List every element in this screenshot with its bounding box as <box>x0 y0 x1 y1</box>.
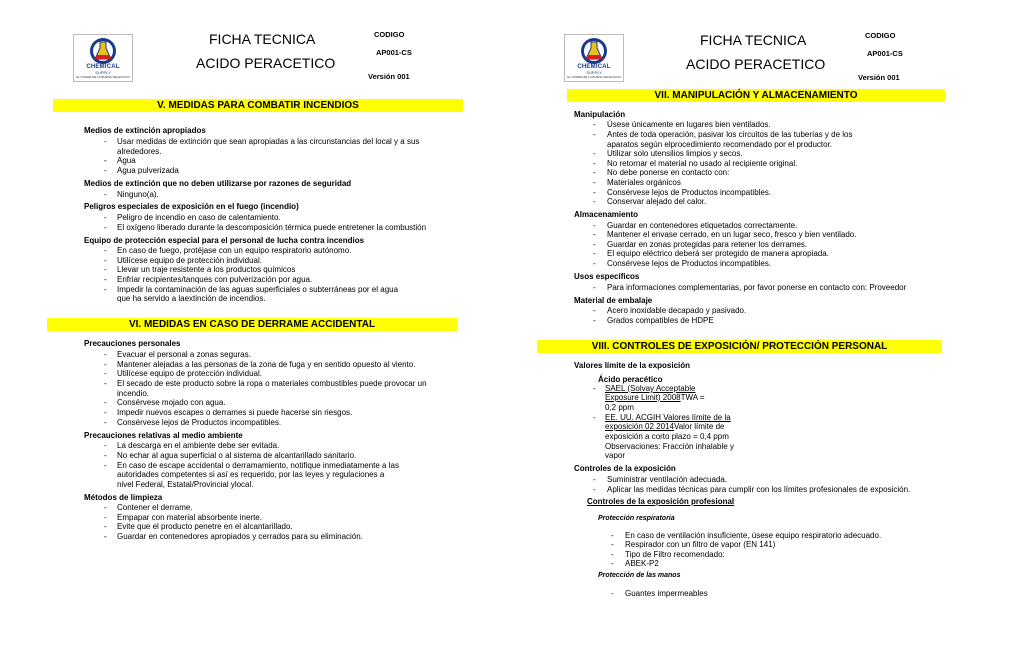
bullet-dash: - <box>593 149 596 158</box>
bullet-dash: - <box>104 275 107 284</box>
list-item: exposición a corto plazo = 0,4 ppm <box>605 432 729 441</box>
bullet-dash: - <box>104 156 107 165</box>
bullet-dash: - <box>593 188 596 197</box>
list-item <box>605 384 695 393</box>
subheading: Almacenamiento <box>574 210 639 219</box>
subsubheading: Protección respiratoria <box>598 515 675 522</box>
list-item: Suministrar ventilación adecuada. <box>607 475 728 484</box>
list-item: que ha servido a laextinción de incendios. <box>117 294 266 303</box>
bullet-dash: - <box>104 265 107 274</box>
reference-link[interactable]: SAEL (Solvay Acceptable <box>605 384 696 393</box>
code-label: CODIGO <box>374 30 405 39</box>
subheading: Precauciones relativas al medio ambiente <box>84 431 243 440</box>
list-item: Aplicar las medidas técnicas para cumplir con los límites profesionales de exposición. <box>607 485 911 494</box>
list-item: Impedir la contaminación de las aguas superficiales o subterráneas por el agua <box>117 285 399 294</box>
list-item: Usar medidas de extinción que sean apropiadas a las circunstancias del local y a sus <box>117 137 420 146</box>
list-text: TWA = <box>680 393 705 402</box>
list-item: Utilícese equipo de protección individual. <box>117 369 262 378</box>
list-item <box>605 393 705 402</box>
subsubheading: Protección de las manos <box>598 572 681 579</box>
list-item: Utilícese equipo de protección individual. <box>117 256 262 265</box>
list-item: Evacuar el personal a zonas seguras. <box>117 350 251 359</box>
company-logo <box>73 34 133 82</box>
bullet-dash: - <box>104 451 107 460</box>
bullet-dash: - <box>104 398 107 407</box>
page-right <box>512 0 1024 663</box>
list-item: Consérvese lejos de Productos incompatibles. <box>607 259 772 268</box>
bullet-dash: - <box>593 485 596 494</box>
list-item: Ninguno(a). <box>117 190 159 199</box>
version-label: Versión 001 <box>858 73 900 82</box>
bullet-dash: - <box>104 137 107 146</box>
bullet-dash: - <box>104 379 107 388</box>
section-5-title: V. MEDIDAS PARA COMBATIR INCENDIOS <box>53 99 463 112</box>
list-item: Impedir nuevos escapes o derrames si puede hacerse sin riesgos. <box>117 408 353 417</box>
doc-title: FICHA TECNICA <box>209 31 316 47</box>
reference-link[interactable]: EE. UU. ACGIH Valores límite de la <box>605 413 731 422</box>
bullet-dash: - <box>593 159 596 168</box>
subheading: Material de embalaje <box>574 296 653 305</box>
logo-brand: CHEMICAL <box>86 64 120 70</box>
bullet-dash: - <box>104 350 107 359</box>
bullet-dash: - <box>104 532 107 541</box>
section-8-title: VIII. CONTROLES DE EXPOSICIÓN/ PROTECCIÓN PERSONAL <box>537 340 942 353</box>
list-item: Llevar un traje resistente a los productos químicos <box>117 265 296 274</box>
bullet-dash: - <box>104 190 107 199</box>
bullet-dash: - <box>593 130 596 139</box>
list-item: Mantener alejadas a las personas de la zona de fuga y en sentido opuesto al viento. <box>117 360 416 369</box>
bullet-dash: - <box>593 413 596 422</box>
list-item: Agua pulverizada <box>117 166 179 175</box>
bullet-dash: - <box>611 540 614 549</box>
subheading: Equipo de protección especial para el personal de lucha contra incendios <box>84 236 365 245</box>
bullet-dash: - <box>104 223 107 232</box>
list-item: Empapar con material absorbente inerte. <box>117 513 262 522</box>
list-item: ABEK-P2 <box>625 559 659 568</box>
bullet-dash: - <box>104 285 107 294</box>
list-item: Consérvese lejos de Productos incompatibles. <box>607 188 772 197</box>
list-item: Evite que el producto penetre en el alcantarillado. <box>117 522 293 531</box>
subheading: Medios de extinción que no deben utilizarse por razones de seguridad <box>84 179 352 188</box>
list-item: Guardar en contenedores apropiados y cerrados para su eliminación. <box>117 532 363 541</box>
list-item: En caso de escape accidental o derramamiento, notifique inmediatamente a las <box>117 461 399 470</box>
bullet-dash: - <box>104 513 107 522</box>
bullet-dash: - <box>104 418 107 427</box>
list-item: Peligro de incendio en caso de calentamiento. <box>117 213 281 222</box>
bullet-dash: - <box>104 256 107 265</box>
list-item: Úsese únicamente en lugares bien ventilados. <box>607 120 771 129</box>
list-item: Utilizar solo utensilios limpios y secos. <box>607 149 743 158</box>
bullet-dash: - <box>611 550 614 559</box>
bullet-dash: - <box>593 230 596 239</box>
list-item: autoridades competentes si así es requerido, por las leyes y regulaciones a <box>117 470 385 479</box>
list-item <box>605 422 725 431</box>
bullet-dash: - <box>104 503 107 512</box>
subheading: Peligros especiales de exposición en el fuego (incendio) <box>84 202 299 211</box>
list-item: La descarga en el ambiente debe ser evitada. <box>117 441 280 450</box>
bullet-dash: - <box>593 249 596 258</box>
list-item: Enfriar recipientes/tanques con pulverización por agua. <box>117 275 313 284</box>
bullet-dash: - <box>104 408 107 417</box>
logo-sub: SUPPLY <box>95 70 111 75</box>
code-value: AP001-CS <box>376 48 412 57</box>
bullet-dash: - <box>593 221 596 230</box>
list-item: Materiales orgánicos <box>607 178 681 187</box>
bullet-dash: - <box>593 168 596 177</box>
subheading: Valores límite de la exposición <box>574 361 691 370</box>
list-item: Mantener el envase cerrado, en un lugar seco, fresco y bien ventilado. <box>607 230 857 239</box>
list-item: Contener el derrame. <box>117 503 193 512</box>
list-item: Tipo de Filtro recomendado: <box>625 550 725 559</box>
company-logo <box>564 34 624 82</box>
bullet-dash: - <box>611 531 614 540</box>
flask-icon <box>579 37 609 65</box>
flask-icon <box>88 37 118 65</box>
section-7-title: VII. MANIPULACIÓN Y ALMACENAMIENTO <box>567 89 945 102</box>
list-item: Guardar en contenedores etiquetados correctamente. <box>607 221 798 230</box>
substance-name: Ácido peracético <box>598 375 663 384</box>
logo-sub: SUPPLY <box>586 70 602 75</box>
bullet-dash: - <box>104 522 107 531</box>
logo-tagline: EL PODER DE LA BUENA SELECCION <box>76 75 130 79</box>
subheading: Medios de extinción apropiados <box>84 126 206 135</box>
list-item: Observaciones: Fracción inhalable y <box>605 442 734 451</box>
bullet-dash: - <box>593 475 596 484</box>
bullet-dash: - <box>611 589 614 598</box>
subheading: Controles de la exposición <box>574 464 676 473</box>
list-item <box>605 413 731 422</box>
list-item: El oxígeno liberado durante la descomposición térmica puede entretener la combustión <box>117 223 427 232</box>
version-label: Versión 001 <box>368 72 410 81</box>
list-item: En caso de fuego, protéjase con un equipo respiratorio autónomo. <box>117 246 352 255</box>
list-item: vapor <box>605 451 626 460</box>
logo-brand: CHEMICAL <box>577 64 611 70</box>
bullet-dash: - <box>593 120 596 129</box>
list-item: incendio. <box>117 389 150 398</box>
bullet-dash: - <box>104 441 107 450</box>
logo-tagline: EL PODER DE LA BUENA SELECCION <box>567 75 621 79</box>
list-item: El secado de este producto sobre la ropa o materiales combustibles puede provocar un <box>117 379 427 388</box>
section-6-title: VI. MEDIDAS EN CASO DE DERRAME ACCIDENTAL <box>47 318 457 331</box>
list-item: aparatos según elprocedimiento recomendado por el productor. <box>607 140 833 149</box>
bullet-dash: - <box>104 213 107 222</box>
subheading: Controles de la exposición profesional <box>587 497 735 506</box>
bullet-dash: - <box>593 306 596 315</box>
list-item: Acero inoxidable decapado y pasivado. <box>607 306 747 315</box>
list-text: Valor límite de <box>673 422 725 431</box>
reference-link[interactable]: exposición 02 2014 <box>605 422 674 431</box>
list-item: Guantes impermeables <box>625 589 708 598</box>
list-item: Para informaciones complementarias, por favor ponerse en contacto con: Proveedor <box>607 283 907 292</box>
list-item: En caso de ventilación insuficiente, úsese equipo respiratorio adecuado. <box>625 531 882 540</box>
list-item: Guardar en zonas protegidas para retener los derrames. <box>607 240 808 249</box>
bullet-dash: - <box>593 283 596 292</box>
bullet-dash: - <box>611 559 614 568</box>
subheading: Usos específicos <box>574 272 640 281</box>
list-item: Grados compatibles de HDPE <box>607 316 714 325</box>
bullet-dash: - <box>104 246 107 255</box>
reference-link[interactable]: Exposure Limit) 2008 <box>605 393 681 402</box>
bullet-dash: - <box>593 240 596 249</box>
list-item: No retornar el material no usado al recipiente original. <box>607 159 798 168</box>
subheading: Precauciones personales <box>84 339 181 348</box>
list-item: No debe ponerse en contacto con: <box>607 168 730 177</box>
list-item: Agua <box>117 156 136 165</box>
list-item: Consérvese lejos de Productos incompatibles. <box>117 418 282 427</box>
bullet-dash: - <box>593 316 596 325</box>
bullet-dash: - <box>593 197 596 206</box>
bullet-dash: - <box>593 384 596 393</box>
list-item: Respirador con un filtro de vapor (EN 141) <box>625 540 776 549</box>
bullet-dash: - <box>104 369 107 378</box>
doc-title: FICHA TECNICA <box>700 32 807 48</box>
subheading: Métodos de limpieza <box>84 493 163 502</box>
list-item: El equipo eléctrico deberá ser protegido de manera apropiada. <box>607 249 829 258</box>
bullet-dash: - <box>593 259 596 268</box>
bullet-dash: - <box>104 461 107 470</box>
doc-subtitle: ACIDO PERACETICO <box>686 56 826 72</box>
bullet-dash: - <box>104 360 107 369</box>
code-value: AP001-CS <box>867 49 903 58</box>
list-item: Conservar alejado del calor. <box>607 197 707 206</box>
bullet-dash: - <box>593 178 596 187</box>
list-item: nivel Federal, Estatal/Provincial ylocal. <box>117 480 254 489</box>
list-item: alrededores. <box>117 147 162 156</box>
list-item: Antes de toda operación, pasivar los circuitos de las tuberías y de los <box>607 130 853 139</box>
bullet-dash: - <box>104 166 107 175</box>
list-item: Consérvese mojado con agua. <box>117 398 226 407</box>
doc-subtitle: ACIDO PERACETICO <box>196 55 336 71</box>
list-item: No echar al agua superficial o al sistema de alcantarillado sanitario. <box>117 451 357 460</box>
subheading: Manipulación <box>574 110 626 119</box>
list-item: 0,2 ppm <box>605 403 634 412</box>
code-label: CODIGO <box>865 31 896 40</box>
